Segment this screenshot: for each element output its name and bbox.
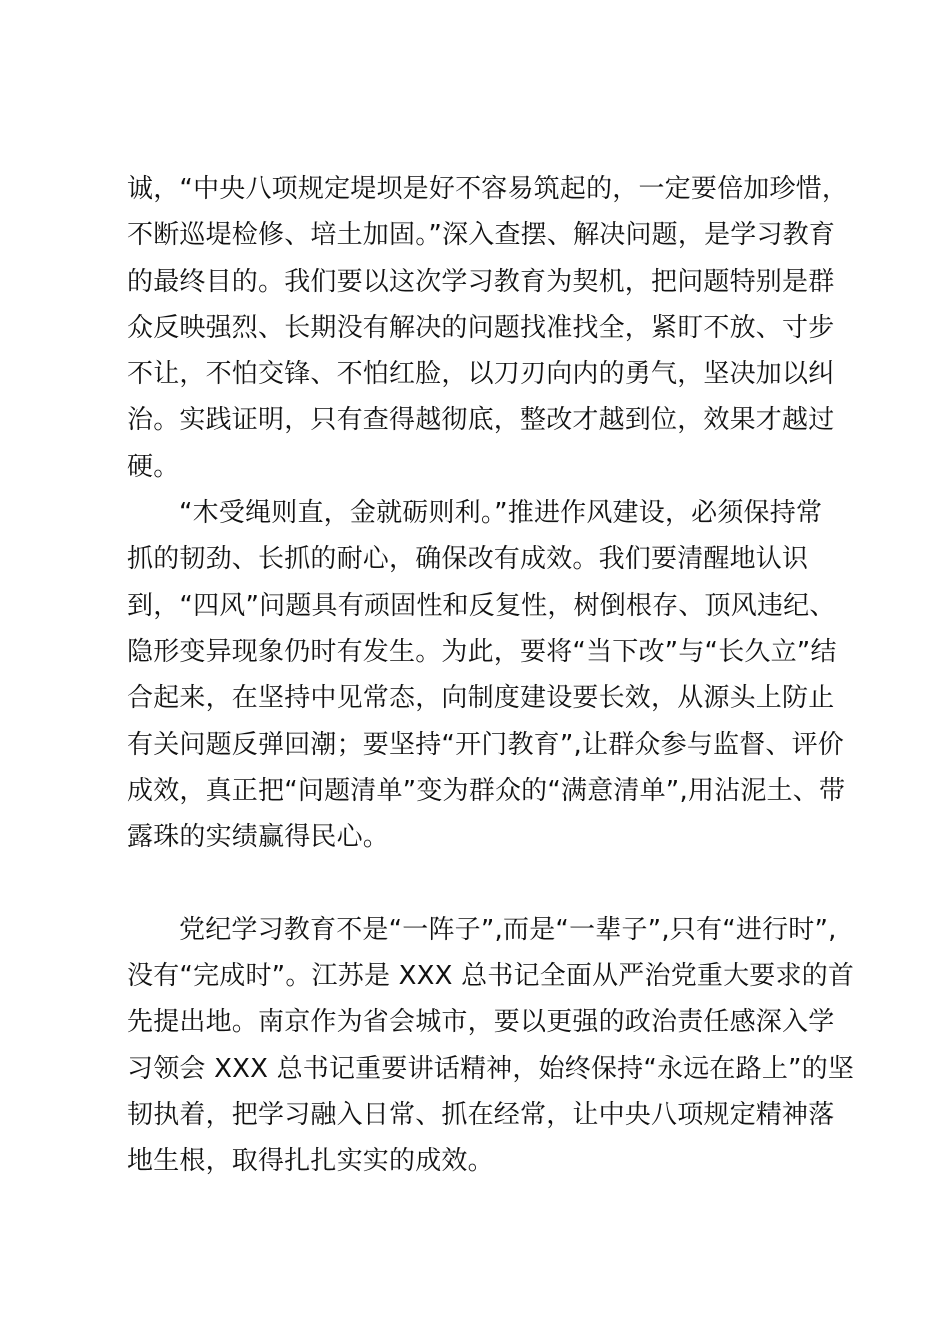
text-line: 有关问题反弹回潮；要坚持“开门教育”,让群众参与监督、评价	[127, 729, 845, 760]
text-line: 党纪学习教育不是“一阵子”,而是“一辈子”,只有“进行时”,	[179, 914, 837, 945]
text-line: 先提出地。南京作为省会城市，要以更强的政治责任感深入学	[127, 1007, 835, 1038]
text-line: 韧执着，把学习融入日常、抓在经常，让中央八项规定精神落	[127, 1099, 835, 1130]
text-line: 隐形变异现象仍时有发生。为此，要将“当下改”与“长久立”结	[127, 636, 837, 667]
text-line: “木受绳则直，金就砺则利。”推进作风建设，必须保持常	[179, 498, 823, 529]
document-body	[127, 166, 855, 1185]
text-line: 成效，真正把“问题清单”变为群众的“满意清单”,用沾泥土、带	[127, 775, 846, 806]
paragraph-2	[127, 490, 846, 907]
text-line: 习领会 XXX 总书记重要讲话精神，始终保持“永远在路上”的坚	[127, 1053, 855, 1084]
text-line: 露珠的实绩赢得民心。	[127, 822, 390, 853]
text-line: 诚，“中央八项规定堤坝是好不容易筑起的，一定要倍加珍惜，	[127, 174, 849, 204]
text-line: 硬。	[127, 451, 180, 482]
text-line: 治。实践证明，只有查得越彻底，整改才越到位，效果才越过	[127, 405, 835, 436]
text-line: 到，“四风”问题具有顽固性和反复性，树倒根存、顶风违纪、	[127, 590, 836, 621]
text-line: 众反映强烈、长期没有解决的问题找准找全，紧盯不放、寸步	[127, 312, 835, 343]
text-line	[127, 860, 827, 906]
text-line: 合起来，在坚持中见常态，向制度建设要长效，从源头上防止	[127, 683, 835, 714]
paragraph-1	[127, 166, 849, 490]
text-line: 不断巡堤检修、培土加固。”深入查摆、解决问题，是学习教育	[127, 220, 836, 251]
text-line: 没有“完成时”。江苏是 XXX 总书记全面从严治党重大要求的首	[127, 961, 855, 992]
text-line: 的最终目的。我们要以这次学习教育为契机，把问题特别是群	[127, 266, 835, 297]
text-line: 不让，不怕交锋、不怕红脸，以刀刃向内的勇气，坚决加以纠	[127, 359, 835, 390]
text-line: 地生根，取得扎扎实实的成效。	[127, 1146, 494, 1177]
paragraph-3	[127, 907, 855, 1185]
text-line: 抓的韧劲、长抓的耐心，确保改有成效。我们要清醒地认识	[127, 544, 809, 575]
